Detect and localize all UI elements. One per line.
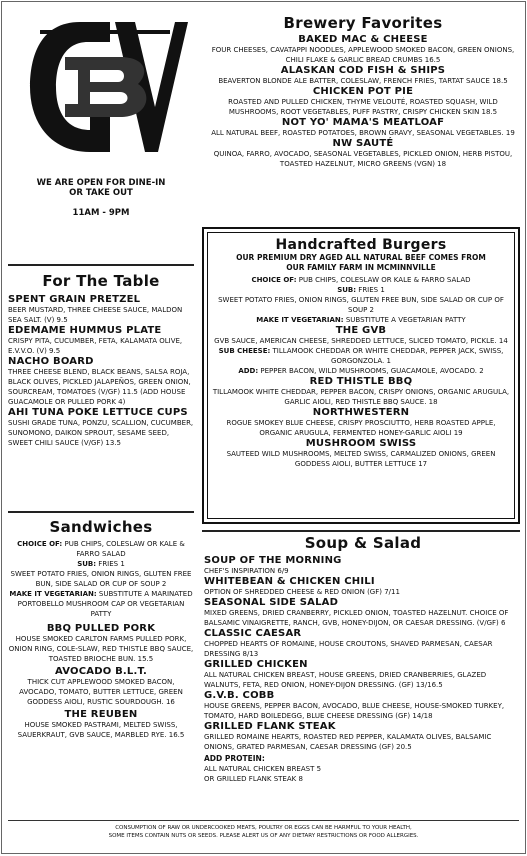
add-label: ADD: bbox=[238, 367, 259, 375]
soup-salad-section bbox=[204, 534, 522, 784]
choice-text: PUB CHIPS, COLESLAW OR KALE & FARRO SALAD bbox=[298, 276, 471, 284]
item-name: NACHO BOARD bbox=[8, 356, 94, 367]
choice-line bbox=[212, 275, 510, 285]
item-desc: ALL NATURAL CHICKEN BREAST, HOUSE GREENS, DRIED CRANBERRIES, GLAZED WALNUTS, FETA, RED ONION, HONEY-DIJON DRESSING. (GF) 13/16.5 bbox=[204, 671, 487, 689]
item-name: NORTHWESTERN bbox=[312, 407, 410, 418]
section-title: Sandwiches bbox=[49, 518, 153, 536]
divider bbox=[8, 820, 519, 821]
item-name: AVOCADO B.L.T. bbox=[55, 666, 147, 677]
add-text: PEPPER BACON, WILD MUSHROOMS, GUACAMOLE, AVOCADO. 2 bbox=[260, 367, 484, 375]
item-desc: GRILLED ROMAINE HEARTS, ROASTED RED PEPPER, KALAMATA OLIVES, BALSAMIC ONIONS, GRATED PARMESAN, CAESAR DRESSING (GF) 20.5 bbox=[204, 733, 492, 751]
footer-disclaimer bbox=[22, 824, 505, 840]
item-name: WHITEBEAN & CHICKEN CHILI bbox=[204, 576, 375, 587]
veg-line bbox=[8, 589, 194, 619]
item-name: THE GVB bbox=[335, 325, 387, 336]
divider bbox=[8, 264, 194, 266]
sub-line bbox=[8, 559, 194, 569]
divider bbox=[8, 511, 194, 513]
veg-label: MAKE IT VEGETARIAN: bbox=[9, 590, 97, 598]
veg-line bbox=[212, 315, 510, 325]
item-desc: ALL NATURAL BEEF, ROASTED POTATOES, BROWN GRAVY, SEASONAL VEGETABLES. 19 bbox=[211, 129, 515, 137]
item-desc: MIXED GREENS, DRIED CRANBERRY, PICKLED ONION, TOASTED HAZELNUT. CHOICE OF BALSAMIC VINAIGRETTE, RANCH, GVB, HONEY-DIJON, OR CAESAR DRESSING. (V/GF) 6 bbox=[204, 609, 509, 627]
brewery-favorites-section bbox=[204, 14, 522, 169]
sub-text: FRIES 1 bbox=[358, 286, 385, 294]
item-name: AHI TUNA POKE LETTUCE CUPS bbox=[8, 407, 188, 418]
veg-text: SUBSTITUTE A VEGETARIAN PATTY bbox=[345, 316, 466, 324]
item-name: EDEMAME HUMMUS PLATE bbox=[8, 325, 162, 336]
hours-line1: WE ARE OPEN FOR DINE-IN bbox=[36, 178, 166, 188]
item-name: G.V.B. COBB bbox=[204, 690, 275, 701]
subcheese-text: TILLAMOOK CHEDDAR OR WHITE CHEDDAR, PEPPER JACK, SWISS, GORGONZOLA. 1 bbox=[272, 347, 504, 365]
item-name: BBQ PULLED PORK bbox=[46, 623, 156, 634]
section-title: For The Table bbox=[42, 272, 160, 290]
hours-block bbox=[8, 178, 194, 218]
item-name: SPENT GRAIN PRETZEL bbox=[8, 294, 141, 305]
choice-line bbox=[8, 539, 194, 559]
item-name: CHICKEN POT PIE bbox=[312, 86, 414, 97]
add-protein-label: ADD PROTEIN: bbox=[204, 754, 265, 763]
gvb-logo bbox=[20, 12, 190, 162]
divider bbox=[202, 530, 520, 532]
item-name: NW SAUTÉ bbox=[332, 138, 394, 149]
sub-label: SUB: bbox=[77, 560, 97, 568]
section-title: Handcrafted Burgers bbox=[275, 237, 447, 253]
footer-line: CONSUMPTION OF RAW OR UNDERCOOKED MEATS, POULTRY OR EGGS CAN BE HARMFUL TO YOUR HEALTH, bbox=[115, 825, 412, 831]
sub-text: FRIES 1 bbox=[98, 560, 125, 568]
item-desc: HOUSE GREENS, PEPPER BACON, AVOCADO, BLUE CHEESE, HOUSE-SMOKED TURKEY, TOMATO, HARD BOILEDEGG, BLUE CHEESE DRESSING (GF) 14/18 bbox=[204, 702, 505, 720]
item-name: NOT YO' MAMA'S MEATLOAF bbox=[281, 117, 445, 128]
add-protein-line: ALL NATURAL CHICKEN BREAST 5 bbox=[204, 765, 322, 773]
item-desc: SUSHI GRADE TUNA, PONZU, SCALLION, CUCUMBER, SUNOMONO, DAIKON SPROUT, SESAME SEED, SWEET CHILI SAUCE (V/GF) 13.5 bbox=[8, 419, 194, 447]
sub-label: SUB: bbox=[337, 286, 357, 294]
sub-more: SWEET POTATO FRIES, ONION RINGS, GLUTEN FREE BUN, SIDE SALAD OR CUP OF SOUP 2 bbox=[10, 570, 192, 588]
subcheese-line bbox=[212, 346, 510, 366]
choice-label: CHOICE OF: bbox=[251, 276, 297, 284]
burger-intro: OUR FAMILY FARM IN MCMINNVILLE bbox=[286, 263, 436, 272]
item-name: SOUP OF THE MORNING bbox=[204, 555, 342, 566]
subcheese-label: SUB CHEESE: bbox=[218, 347, 271, 355]
item-name: BAKED MAC & CHEESE bbox=[298, 34, 428, 45]
item-name: CLASSIC CAESAR bbox=[204, 628, 302, 639]
item-desc: SAUTEED WILD MUSHROOMS, MELTED SWISS, CARMALIZED ONIONS, GREEN GODDESS AIOLI, BUTTER LETTUCE 17 bbox=[226, 450, 496, 468]
section-title: Brewery Favorites bbox=[283, 14, 443, 32]
burger-intro: OUR PREMIUM DRY AGED ALL NATURAL BEEF COMES FROM bbox=[236, 253, 486, 262]
sub-line bbox=[212, 285, 510, 295]
hours-time: 11AM - 9PM bbox=[72, 208, 130, 218]
section-title: Soup & Salad bbox=[304, 534, 422, 552]
item-desc: BEER MUSTARD, THREE CHEESE SAUCE, MALDON SEA SALT. (V) 9.5 bbox=[8, 306, 183, 324]
choice-text: PUB CHIPS, COLESLAW OR KALE & FARRO SALAD bbox=[64, 540, 185, 558]
choice-label: CHOICE OF: bbox=[17, 540, 63, 548]
item-desc: QUINOA, FARRO, AVOCADO, SEASONAL VEGETABLES, PICKLED ONION, HERB PISTOU, TOASTED HAZELNUT, MICRO GREENS (VGN) 18 bbox=[213, 150, 513, 168]
item-desc: CHOPPED HEARTS OF ROMAINE, HOUSE CROUTONS, SHAVED PARMESAN, CAESAR DRESSING 8/13 bbox=[204, 640, 493, 658]
item-desc: GVB SAUCE, AMERICAN CHEESE, SHREDDED LETTUCE, SLICED TOMATO, PICKLE. 14 bbox=[214, 337, 508, 345]
item-name: ALASKAN COD FISH & SHIPS bbox=[280, 65, 446, 76]
for-the-table-section bbox=[8, 272, 194, 448]
item-desc: OPTION OF SHREDDED CHEESE & RED ONION (GF) 7/11 bbox=[204, 588, 400, 596]
sandwiches-section bbox=[8, 518, 194, 740]
item-desc: ROASTED AND PULLED CHICKEN, THYME VELOUTÉ, ROASTED SQUASH, WILD MUSHROOMS, ROOT VEGETABLES, PUFF PASTRY, CRISPY CHICKEN SKIN 18.5 bbox=[228, 98, 498, 116]
item-desc: BEAVERTON BLONDE ALE BATTER, COLESLAW, FRENCH FRIES, TARTAT SAUCE 18.5 bbox=[218, 77, 508, 85]
add-protein-line: OR GRILLED FLANK STEAK 8 bbox=[204, 775, 303, 783]
burgers-box bbox=[202, 227, 520, 524]
burgers-section bbox=[207, 232, 515, 519]
veg-label: MAKE IT VEGETARIAN: bbox=[256, 316, 344, 324]
item-desc: THICK CUT APPLEWOOD SMOKED BACON, AVOCADO, TOMATO, BUTTER LETTUCE, GREEN GODDESS AIOLI, RUSTIC SOURDOUGH. 16 bbox=[19, 678, 183, 706]
item-desc: CRISPY PITA, CUCUMBER, FETA, KALAMATA OLIVE, E.V.V.O. (V) 9.5 bbox=[8, 337, 183, 355]
item-desc: THREE CHEESE BLEND, BLACK BEANS, SALSA ROJA, BLACK OLIVES, PICKLED JALAPEÑOS, GREEN ONION, SOURCREAM, TOMATOES (V/GF) 11.5 (ADD HOUSE GUACAMOLE OR PULLED PORK 4) bbox=[8, 368, 191, 406]
item-desc: CHEF'S INSPIRATION 6/9 bbox=[204, 567, 289, 575]
item-name: RED THISTLE BBQ bbox=[309, 376, 413, 387]
veg-text: SUBSTITUTE A MARINATED PORTOBELLO MUSHROOM CAP OR VEGETARIAN PATTY bbox=[17, 590, 193, 618]
footer-line: SOME ITEMS CONTAIN NUTS OR SEEDS. PLEASE ALERT US OF ANY DIETARY RESTRICTIONS OR FOOD ALLERGIES. bbox=[108, 833, 419, 839]
item-desc: HOUSE SMOKED PASTRAMI, MELTED SWISS, SAUERKRAUT, GVB SAUCE, MARBLED RYE. 16.5 bbox=[17, 721, 185, 739]
item-name: MUSHROOM SWISS bbox=[305, 438, 417, 449]
item-desc: HOUSE SMOKED CARLTON FARMS PULLED PORK, ONION RING, COLE-SLAW, RED THISTLE BBQ SAUCE, TOASTED BRIOCHE BUN. 15.5 bbox=[8, 635, 194, 663]
sub-more: SWEET POTATO FRIES, ONION RINGS, GLUTEN FREE BUN, SIDE SALAD OR CUP OF SOUP 2 bbox=[218, 296, 504, 314]
item-name: SEASONAL SIDE SALAD bbox=[204, 597, 339, 608]
item-name: GRILLED FLANK STEAK bbox=[204, 721, 336, 732]
menu-page bbox=[1, 1, 526, 854]
item-name: GRILLED CHICKEN bbox=[204, 659, 308, 670]
item-desc: TILLAMOOK WHITE CHEDDAR, PEPPER BACON, CRISPY ONIONS, ORGANIC ARUGULA, GARLIC AIOLI, RED THISTLE BBQ SAUCE. 18 bbox=[212, 388, 510, 406]
item-desc: ROGUE SMOKEY BLUE CHEESE, CRISPY PROSCIUTTO, HERB ROASTED APPLE, ORGANIC ARUGULA, FERMENTED HONEY-GARLIC AIOLI 19 bbox=[226, 419, 496, 437]
add-line bbox=[212, 366, 510, 376]
item-desc: FOUR CHEESES, CAVATAPPI NOODLES, APPLEWOOD SMOKED BACON, GREEN ONIONS, CHILI FLAKE & GARLIC BREAD CRUMBS 16.5 bbox=[211, 46, 515, 64]
item-name: THE REUBEN bbox=[64, 709, 138, 720]
hours-line2: OR TAKE OUT bbox=[69, 188, 133, 198]
